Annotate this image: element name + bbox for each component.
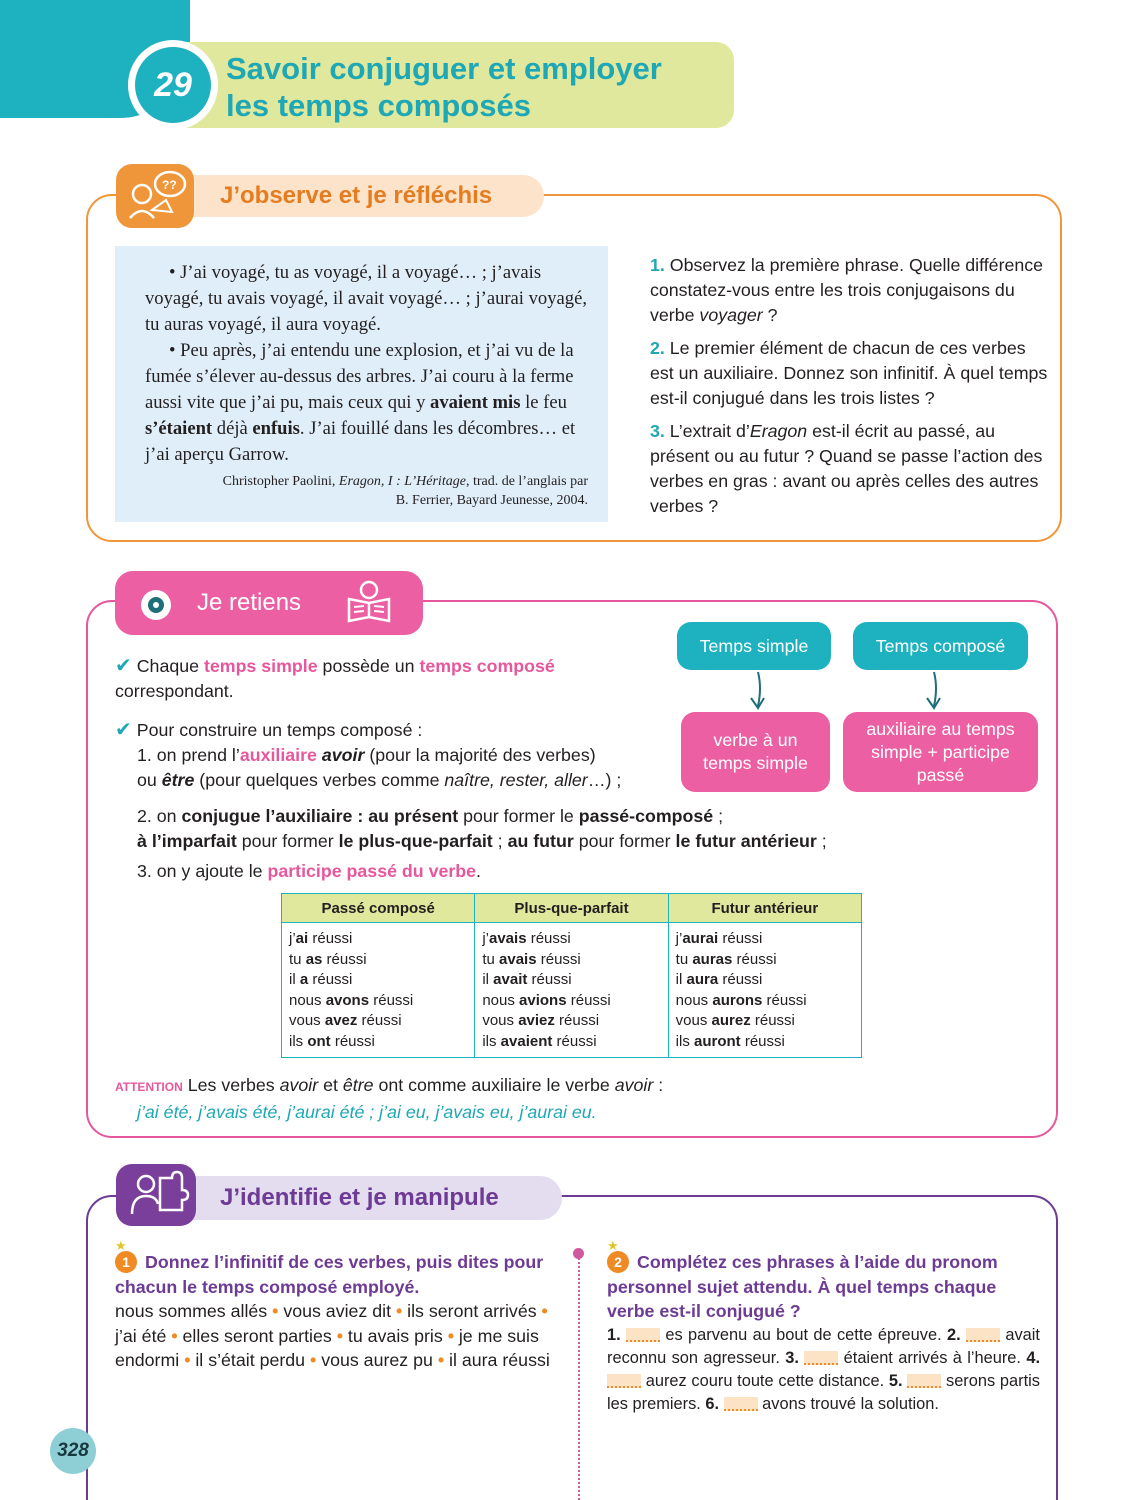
conjugation-line: vous aviez réussi <box>482 1012 600 1030</box>
reading-icon <box>343 579 395 625</box>
arrow-down-icon <box>916 670 956 714</box>
page-title <box>226 50 726 124</box>
list-item: j’ai été <box>115 1325 167 1346</box>
conjugation-line: nous avons réussi <box>289 991 414 1009</box>
pill-simple-definition: verbe à un temps simple <box>681 712 830 792</box>
conjugation-line: tu as réussi <box>289 950 367 968</box>
star-icon: ★ <box>607 1238 619 1253</box>
svg-text:??: ?? <box>162 178 177 192</box>
pill-compose-definition: auxiliaire au temps simple + participe passé <box>843 712 1038 792</box>
attention-example: j’ai été, j’avais été, j’aurai été ; j’ai eu, j’avais eu, j’aurai eu. <box>137 1102 597 1122</box>
list-item: vous aurez pu <box>321 1350 433 1370</box>
exercise-1 <box>115 1238 555 1373</box>
puzzle-people-icon <box>116 1164 196 1226</box>
list-item: 5. serons partis les premiers. <box>607 1371 1040 1413</box>
list-item: elles seront parties <box>182 1325 332 1346</box>
exercise-1-title: ★ 1 Donnez l’infinitif de ces verbes, puis dites pour chacun le temps composé employé. <box>115 1250 555 1299</box>
pill-temps-compose: Temps composé <box>853 622 1028 670</box>
question-2: 2. Le premier élément de chacun de ces verbes est un auxiliaire. Donnez son infinitif. À quel temps est-il conjugué dans les trois listes ? <box>650 338 1048 408</box>
list-item: il s’était perdu <box>195 1350 306 1370</box>
rule-2: ✔ Pour construire un temps composé : <box>115 719 423 741</box>
step-2: 2. on conjugue l’auxiliaire : au présent pour former le passé-composé ; à l’imparfait pour former le plus-que-parfait ; au futur pour former le futur antérieur ; <box>137 806 827 851</box>
rule-steps <box>115 804 1015 884</box>
title-line-2: les temps composés <box>226 88 531 123</box>
conjugation-line: ils auront réussi <box>675 1032 785 1050</box>
conjugation-line: tu auras réussi <box>675 950 777 968</box>
star-icon: ★ <box>115 1238 127 1253</box>
quote-paragraph-2: • Peu après, j’ai entendu une explosion, et j’ai vu de la fumée s’élever au-dessus des arbres. J’ai couru à la ferme aussi vite que j’ai pu, mais ceux qui y avaient mis le feu s’étaient déjà enfuis. J’ai fouillé dans les décombres… et j’ai aperçu Garrow. <box>145 340 576 465</box>
identify-heading: J’identifie et je manipule <box>150 1176 562 1220</box>
conjugation-line: j’ai réussi <box>289 930 353 947</box>
rule-1: ✔ Chaque temps simple possède un temps composé correspondant. <box>115 655 555 701</box>
conjugation-line: tu avais réussi <box>482 950 581 968</box>
list-item: 1. es parvenu au bout de cette épreuve. <box>607 1325 947 1344</box>
exercise-2-title: ★ 2 Complétez ces phrases à l’aide du pronom personnel sujet attendu. À quel temps chaque verbe est-il conjugué ? <box>607 1250 1040 1324</box>
bullet-dot-center <box>153 602 159 608</box>
check-icon: ✔ <box>115 655 132 677</box>
list-item: nous sommes allés <box>115 1301 268 1321</box>
table-row <box>282 923 862 1058</box>
column-divider <box>578 1254 580 1500</box>
conjugation-line: ils avaient réussi <box>482 1032 597 1050</box>
conjugation-line: vous avez réussi <box>289 1012 402 1030</box>
list-item: ils seront arrivés <box>407 1301 537 1321</box>
blank-field[interactable] <box>607 1374 641 1388</box>
pill-temps-simple: Temps simple <box>677 622 831 670</box>
conjugation-line: vous aurez réussi <box>675 1012 795 1030</box>
list-item: 4. aurez couru toute cette distance. <box>607 1349 1040 1390</box>
exercise-2-list <box>607 1324 1040 1416</box>
table-cell-passe-compose <box>282 923 475 1058</box>
lesson-number: 29 <box>135 47 211 123</box>
title-line-1: Savoir conjuguer et employer <box>226 51 662 86</box>
observe-questions <box>650 253 1050 527</box>
conjugation-line: ils ont réussi <box>289 1032 375 1050</box>
table-cell-futur-anterieur <box>668 923 861 1058</box>
observe-heading: J’observe et je réfléchis <box>150 175 544 217</box>
blank-field[interactable] <box>724 1397 758 1411</box>
conjugation-line: il avait réussi <box>482 971 572 989</box>
rule-text <box>115 654 695 793</box>
attention-tag: ATTENTION <box>115 1080 183 1094</box>
page-number: 328 <box>50 1428 96 1474</box>
conjugation-line: il aura réussi <box>675 971 763 989</box>
blank-field[interactable] <box>804 1351 838 1365</box>
table-header: Plus-que-parfait <box>475 894 668 923</box>
question-1: 1. Observez la première phrase. Quelle différence constatez-vous entre les trois conjugaisons du verbe voyager ? <box>650 255 1044 325</box>
list-item: je me suis endormi <box>115 1325 539 1370</box>
conjugation-line: j’avais réussi <box>482 930 571 947</box>
blank-field[interactable] <box>966 1328 1000 1342</box>
question-3: 3. L’extrait d’Eragon est-il écrit au passé, au présent ou au futur ? Quand se passe l’action des verbes en gras : avant ou après celles des autres verbes ? <box>650 421 1043 516</box>
table-header: Futur antérieur <box>668 894 861 923</box>
conjugation-line: nous avions réussi <box>482 991 611 1009</box>
retiens-heading: Je retiens <box>115 571 423 635</box>
step-3: 3. on y ajoute le participe passé du verbe. <box>137 861 481 881</box>
arrow-down-icon <box>740 670 780 714</box>
conjugation-table <box>281 893 862 1058</box>
list-item: tu avais pris <box>347 1325 443 1346</box>
list-item: 2. avait reconnu son agresseur. <box>607 1325 1040 1367</box>
table-cell-plus-que-parfait <box>475 923 668 1058</box>
conjugation-line: nous aurons réussi <box>675 991 807 1009</box>
conjugation-line: il a réussi <box>289 971 353 989</box>
quote-source: Christopher Paolini, Eragon, I : L’Héritage, trad. de l’anglais par B. Ferrier, Bayard Jeunesse, 2004. <box>222 474 588 508</box>
extract-quote <box>115 246 608 522</box>
list-item: vous aviez dit <box>283 1301 392 1321</box>
exercise-2 <box>607 1238 1040 1416</box>
quote-paragraph-1: • J’ai voyagé, tu as voyagé, il a voyagé… ; j’avais voyagé, tu avais voyagé, il avait voyagé… ; j’aurai voyagé, tu auras voyagé, il aura voyagé. <box>145 262 587 335</box>
exercise-1-list: nous sommes allés • vous aviez dit • ils seront arrivés • j’ai été • elles seront parties • tu avais pris • je me suis endormi • il s’était perdu • vous aurez pu • il aura réussi <box>115 1301 550 1370</box>
conjugation-line: j’aurai réussi <box>675 930 763 947</box>
list-item: 3. étaient arrivés à l’heure. <box>785 1348 1027 1367</box>
table-header: Passé composé <box>282 894 475 923</box>
thinking-icon <box>116 164 194 228</box>
list-item: 6. avons trouvé la solution. <box>705 1394 939 1413</box>
attention-note: ATTENTION Les verbes avoir et être ont comme auxiliaire le verbe avoir : j’ai été, j’avais été, j’aurai été ; j’ai eu, j’avais eu, j’aurai eu. <box>115 1073 1015 1125</box>
blank-field[interactable] <box>626 1328 660 1342</box>
check-icon: ✔ <box>115 719 132 741</box>
table-header-row <box>282 894 862 923</box>
list-item: il aura réussi <box>449 1350 550 1370</box>
step-1: 1. on prend l’auxiliaire avoir (pour la majorité des verbes) ou être (pour quelques verbes comme naître, rester, aller…) ; <box>137 745 622 790</box>
blank-field[interactable] <box>907 1374 941 1388</box>
